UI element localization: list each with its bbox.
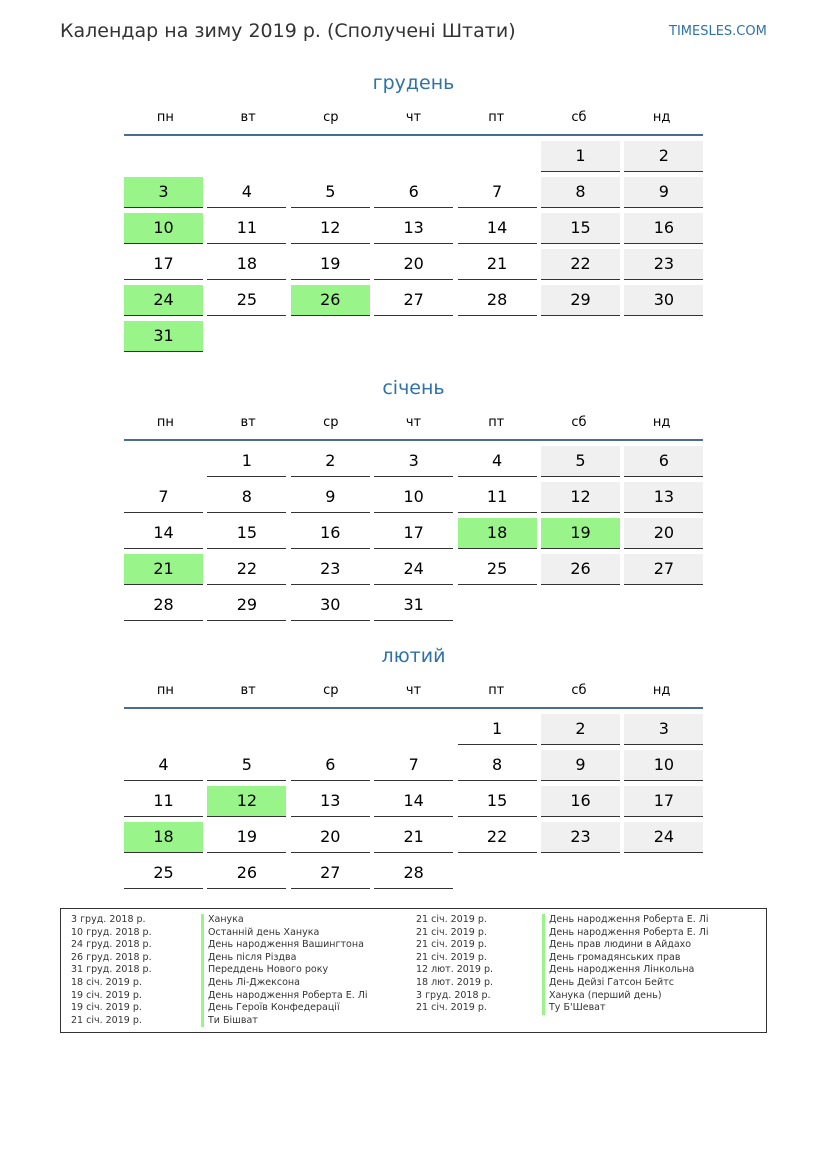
day-cell: 16 — [291, 518, 370, 549]
day-cell: 1 — [458, 714, 537, 745]
day-cell: 15 — [207, 518, 286, 549]
day-cell: 7 — [374, 750, 453, 781]
legend-holiday-name: День народження Роберта Е. Лі — [201, 990, 368, 1003]
legend-date: 18 лют. 2019 р. — [416, 977, 493, 988]
day-cell: 28 — [124, 590, 203, 621]
weekday-label: пт — [488, 415, 505, 430]
weekday-label: нд — [652, 683, 671, 698]
day-cell: 3 — [124, 177, 203, 208]
day-cell: 9 — [624, 177, 703, 208]
month-name: січень — [382, 377, 445, 399]
day-cell: 2 — [291, 446, 370, 477]
day-cell: 25 — [207, 285, 286, 316]
month-block — [124, 643, 703, 894]
day-grid — [124, 714, 703, 894]
day-cell: 23 — [624, 249, 703, 280]
day-cell: 11 — [458, 482, 537, 513]
day-cell: 18 — [458, 518, 537, 549]
day-cell: 24 — [374, 554, 453, 585]
legend-holiday-name: День народження Лінкольна — [542, 964, 694, 977]
day-cell: 19 — [291, 249, 370, 280]
day-cell: 18 — [124, 822, 203, 853]
day-cell: 23 — [291, 554, 370, 585]
day-cell: 1 — [207, 446, 286, 477]
day-cell: 11 — [207, 213, 286, 244]
day-cell: 15 — [541, 213, 620, 244]
day-cell: 5 — [291, 177, 370, 208]
day-cell: 12 — [541, 482, 620, 513]
legend-holiday-name: День народження Вашингтона — [201, 939, 364, 952]
legend-date: 3 груд. 2018 р. — [416, 989, 491, 1001]
day-cell: 26 — [541, 554, 620, 585]
day-cell: 4 — [124, 750, 203, 781]
day-cell: 4 — [207, 177, 286, 208]
day-cell: 30 — [624, 285, 703, 316]
day-cell: 26 — [291, 285, 370, 316]
day-cell: 5 — [207, 750, 286, 781]
day-cell: 12 — [207, 786, 286, 817]
weekday-label: нд — [652, 415, 671, 430]
day-cell: 6 — [624, 446, 703, 477]
legend-holiday-name: День Лі-Джексона — [201, 977, 300, 990]
day-cell: 20 — [374, 249, 453, 280]
day-cell: 12 — [291, 213, 370, 244]
month-block — [124, 375, 703, 626]
legend-date: 3 груд. 2018 р. — [71, 914, 146, 925]
day-cell: 11 — [124, 786, 203, 817]
day-cell: 20 — [624, 518, 703, 549]
day-cell: 24 — [124, 285, 203, 316]
day-cell: 13 — [624, 482, 703, 513]
day-cell: 17 — [374, 518, 453, 549]
weekday-label: вт — [240, 110, 256, 125]
legend-date: 31 груд. 2018 р. — [71, 964, 152, 976]
legend-date: 21 січ. 2019 р. — [416, 1002, 487, 1014]
weekday-label: нд — [652, 110, 671, 125]
day-cell: 23 — [541, 822, 620, 853]
legend-holiday-name: Переддень Нового року — [201, 964, 328, 977]
legend-holiday-name: Ти Бішват — [201, 1015, 258, 1028]
weekday-label: ср — [323, 110, 339, 125]
day-cell: 27 — [374, 285, 453, 316]
day-cell: 1 — [541, 141, 620, 172]
day-cell: 16 — [624, 213, 703, 244]
weekday-label: вт — [240, 683, 256, 698]
weekday-label: чт — [405, 415, 422, 430]
day-cell: 30 — [291, 590, 370, 621]
day-cell: 29 — [541, 285, 620, 316]
day-cell: 25 — [124, 858, 203, 889]
day-cell: 22 — [458, 822, 537, 853]
day-cell: 18 — [207, 249, 286, 280]
day-cell: 6 — [291, 750, 370, 781]
legend-date: 21 січ. 2019 р. — [71, 1014, 142, 1026]
day-cell: 31 — [124, 321, 203, 352]
weekday-header — [124, 106, 703, 130]
legend-date: 24 груд. 2018 р. — [71, 939, 152, 951]
legend-date: 21 січ. 2019 р. — [416, 951, 487, 963]
legend-date: 19 січ. 2019 р. — [71, 1002, 142, 1014]
weekday-label: пн — [156, 683, 174, 698]
day-cell: 25 — [458, 554, 537, 585]
legend-holiday-name: День народження Роберта Е. Лі — [542, 927, 709, 940]
day-cell: 26 — [207, 858, 286, 889]
legend-holiday-name: День громадянських прав — [542, 952, 680, 965]
day-cell: 8 — [207, 482, 286, 513]
day-cell: 8 — [541, 177, 620, 208]
day-cell: 29 — [207, 590, 286, 621]
day-cell: 3 — [624, 714, 703, 745]
weekday-label: пн — [156, 110, 174, 125]
day-cell: 10 — [624, 750, 703, 781]
header-divider — [124, 707, 703, 709]
weekday-label: ср — [323, 415, 339, 430]
day-cell: 10 — [124, 213, 203, 244]
legend-date: 26 груд. 2018 р. — [71, 951, 152, 963]
day-cell: 7 — [124, 482, 203, 513]
day-cell: 21 — [124, 554, 203, 585]
day-cell: 2 — [541, 714, 620, 745]
month-name: лютий — [381, 645, 446, 667]
day-cell: 17 — [124, 249, 203, 280]
day-cell: 22 — [541, 249, 620, 280]
day-grid — [124, 446, 703, 626]
day-cell: 31 — [374, 590, 453, 621]
month-block — [124, 70, 703, 356]
day-cell: 21 — [374, 822, 453, 853]
legend-date: 12 лют. 2019 р. — [416, 964, 493, 976]
day-cell: 9 — [291, 482, 370, 513]
day-cell: 15 — [458, 786, 537, 817]
legend-holiday-name: День Героїв Конфедерації — [201, 1002, 340, 1015]
weekday-label: сб — [571, 110, 587, 125]
weekday-label: вт — [240, 415, 256, 430]
holiday-legend — [60, 908, 767, 1033]
day-cell: 8 — [458, 750, 537, 781]
day-cell: 4 — [458, 446, 537, 477]
weekday-label: чт — [405, 683, 422, 698]
day-cell: 16 — [541, 786, 620, 817]
day-cell: 14 — [458, 213, 537, 244]
day-cell: 19 — [541, 518, 620, 549]
legend-holiday-name: День Дейзі Гатсон Бейтс — [542, 977, 674, 990]
site-link[interactable]: TIMESLES.COM — [669, 24, 767, 39]
weekday-label: чт — [405, 110, 422, 125]
legend-date: 10 груд. 2018 р. — [71, 926, 152, 938]
day-cell: 28 — [374, 858, 453, 889]
weekday-label: сб — [571, 683, 587, 698]
day-cell: 5 — [541, 446, 620, 477]
day-cell: 2 — [624, 141, 703, 172]
legend-holiday-name: Ханука (перший день) — [542, 990, 662, 1003]
legend-holiday-name: Ту Б'Шеват — [542, 1002, 606, 1015]
day-cell: 14 — [374, 786, 453, 817]
weekday-label: пт — [488, 110, 505, 125]
legend-holiday-name: Ханука — [201, 914, 244, 927]
day-cell: 7 — [458, 177, 537, 208]
legend-date: 21 січ. 2019 р. — [416, 914, 487, 925]
day-cell: 27 — [624, 554, 703, 585]
day-cell: 19 — [207, 822, 286, 853]
page-title: Календар на зиму 2019 р. (Сполучені Штати) — [60, 20, 516, 42]
weekday-header — [124, 411, 703, 435]
weekday-label: ср — [323, 683, 339, 698]
day-cell: 17 — [624, 786, 703, 817]
day-cell: 21 — [458, 249, 537, 280]
header-divider — [124, 439, 703, 441]
month-name: грудень — [372, 72, 455, 94]
day-cell: 22 — [207, 554, 286, 585]
day-cell: 6 — [374, 177, 453, 208]
legend-date: 21 січ. 2019 р. — [416, 926, 487, 938]
legend-date: 18 січ. 2019 р. — [71, 977, 142, 988]
legend-holiday-name: День народження Роберта Е. Лі — [542, 914, 709, 927]
weekday-label: пт — [488, 683, 505, 698]
day-cell: 24 — [624, 822, 703, 853]
header-divider — [124, 134, 703, 136]
weekday-label: сб — [571, 415, 587, 430]
day-cell: 9 — [541, 750, 620, 781]
day-cell: 28 — [458, 285, 537, 316]
day-cell: 13 — [374, 213, 453, 244]
legend-date: 21 січ. 2019 р. — [416, 939, 487, 951]
day-cell: 10 — [374, 482, 453, 513]
day-cell: 20 — [291, 822, 370, 853]
day-cell: 27 — [291, 858, 370, 889]
day-cell: 14 — [124, 518, 203, 549]
legend-date: 19 січ. 2019 р. — [71, 989, 142, 1001]
day-cell: 3 — [374, 446, 453, 477]
day-cell: 13 — [291, 786, 370, 817]
legend-holiday-name: День після Різдва — [201, 952, 296, 965]
day-grid — [124, 141, 703, 356]
weekday-header — [124, 679, 703, 703]
legend-holiday-name: Останній день Ханука — [201, 927, 319, 940]
weekday-label: пн — [156, 415, 174, 430]
legend-holiday-name: День прав людини в Айдахо — [542, 939, 691, 952]
